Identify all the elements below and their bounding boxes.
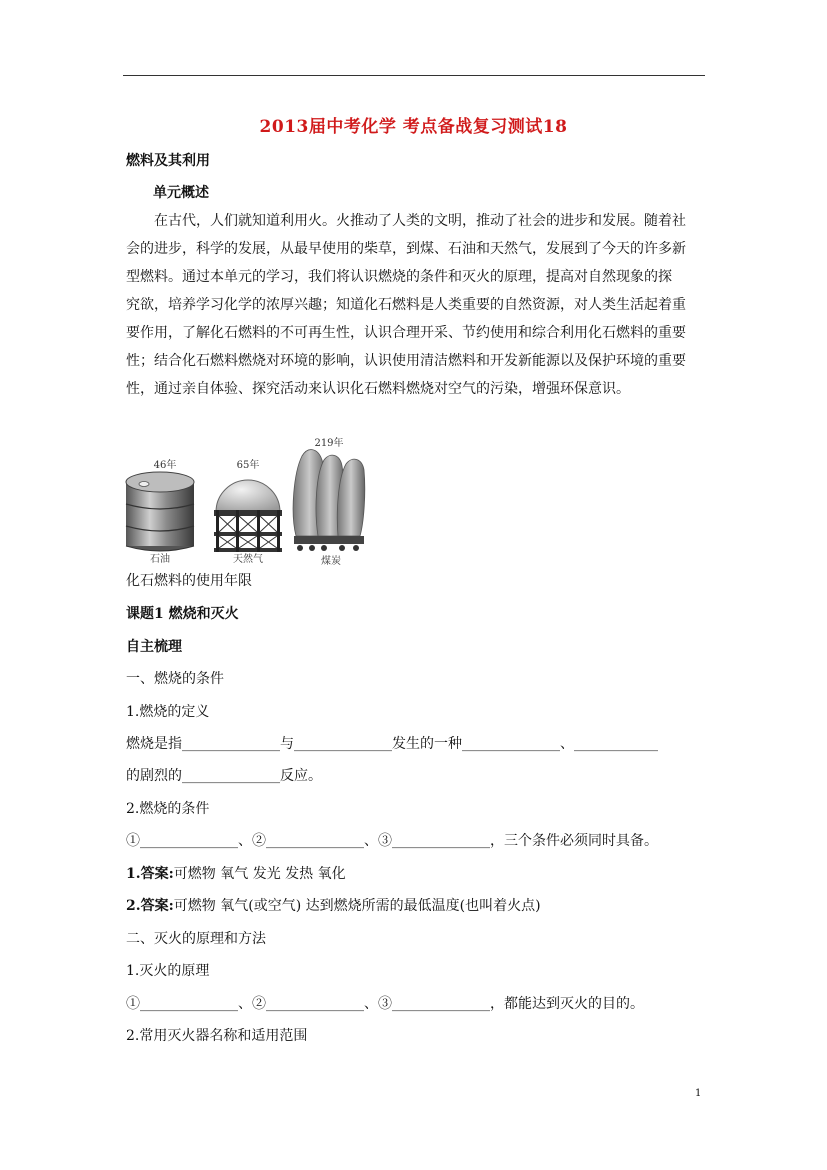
- study-heading: 自主梳理: [126, 639, 182, 655]
- section-subheading: 单元概述: [153, 185, 209, 201]
- overview-line: 会的进步，科学的发展，从最早使用的柴草，到煤、石油和天然气，发展到了今天的许多新: [126, 241, 686, 257]
- overview-line: 性，通过亲自体验、探究活动来认识化石燃料燃烧对空气的污染，增强环保意识。: [126, 381, 630, 397]
- q2-line: ①______________、②______________、③______________，三个条件必须同时具备。: [126, 833, 658, 849]
- gas-years-label: 65年: [236, 460, 260, 471]
- page-number: 1: [695, 1088, 702, 1099]
- coal-years-label: 219年: [314, 438, 344, 449]
- answer2-text: 可燃物 氧气(或空气) 达到燃烧所需的最低温度(也叫着火点): [173, 898, 541, 914]
- overview-line: 型燃料。通过本单元的学习，我们将认识燃烧的条件和灭火的原理，提高对自然现象的探: [126, 269, 672, 285]
- page-title: 2013届中考化学 考点备战复习测试18: [259, 117, 568, 137]
- section-heading: 燃料及其利用: [126, 153, 210, 169]
- lesson-title: 课题1 燃烧和灭火: [126, 606, 239, 622]
- coal-name-label: 煤炭: [321, 556, 341, 567]
- q2-heading: 2.燃烧的条件: [126, 801, 210, 817]
- q3-line: ①______________、②______________、③______________，都能达到灭火的目的。: [126, 996, 644, 1012]
- overview-line: 在古代，人们就知道利用火。火推动了人类的文明，推动了社会的进步和发展。随着社: [154, 213, 686, 229]
- q1-line2: 的剧烈的______________反应。: [126, 768, 322, 784]
- answer1-text: 可燃物 氧气 发光 发热 氧化: [173, 866, 346, 882]
- fossil-fuel-figure: [118, 432, 378, 572]
- oil-barrel-icon: [126, 472, 194, 551]
- q1-line1: 燃烧是指______________与______________发生的一种______________、____________: [126, 736, 658, 752]
- gas-name-label: 天然气: [233, 554, 263, 565]
- answer1: [126, 865, 346, 883]
- part2-heading: 二、灭火的原理和方法: [126, 931, 266, 947]
- answer1-label: 1.答案:: [126, 866, 174, 882]
- overview-line: 要作用，了解化石燃料的不可再生性，认识合理开采、节约使用和综合利用化石燃料的重要: [126, 325, 686, 341]
- gas-tank-icon: [214, 480, 282, 552]
- part1-heading: 一、燃烧的条件: [126, 671, 224, 687]
- answer2-label: 2.答案:: [126, 898, 174, 914]
- header-rule: [123, 75, 705, 76]
- overview-line: 究欲，培养学习化学的浓厚兴趣；知道化石燃料是人类重要的自然资源，对人类生活起着重: [126, 297, 686, 313]
- overview-line: 性；结合化石燃料燃烧对环境的影响，认识使用清洁燃料和开发新能源以及保护环境的重要: [126, 353, 686, 369]
- answer2: [126, 897, 541, 915]
- oil-years-label: 46年: [153, 460, 177, 471]
- coal-pile-icon: [293, 450, 365, 551]
- q3-heading: 1.灭火的原理: [126, 963, 210, 979]
- overview-paragraph: [126, 207, 706, 403]
- oil-name-label: 石油: [150, 554, 170, 565]
- q1-heading: 1.燃烧的定义: [126, 704, 210, 720]
- figure-caption: 化石燃料的使用年限: [126, 573, 252, 589]
- q4-heading: 2.常用灭火器名称和适用范围: [126, 1028, 308, 1044]
